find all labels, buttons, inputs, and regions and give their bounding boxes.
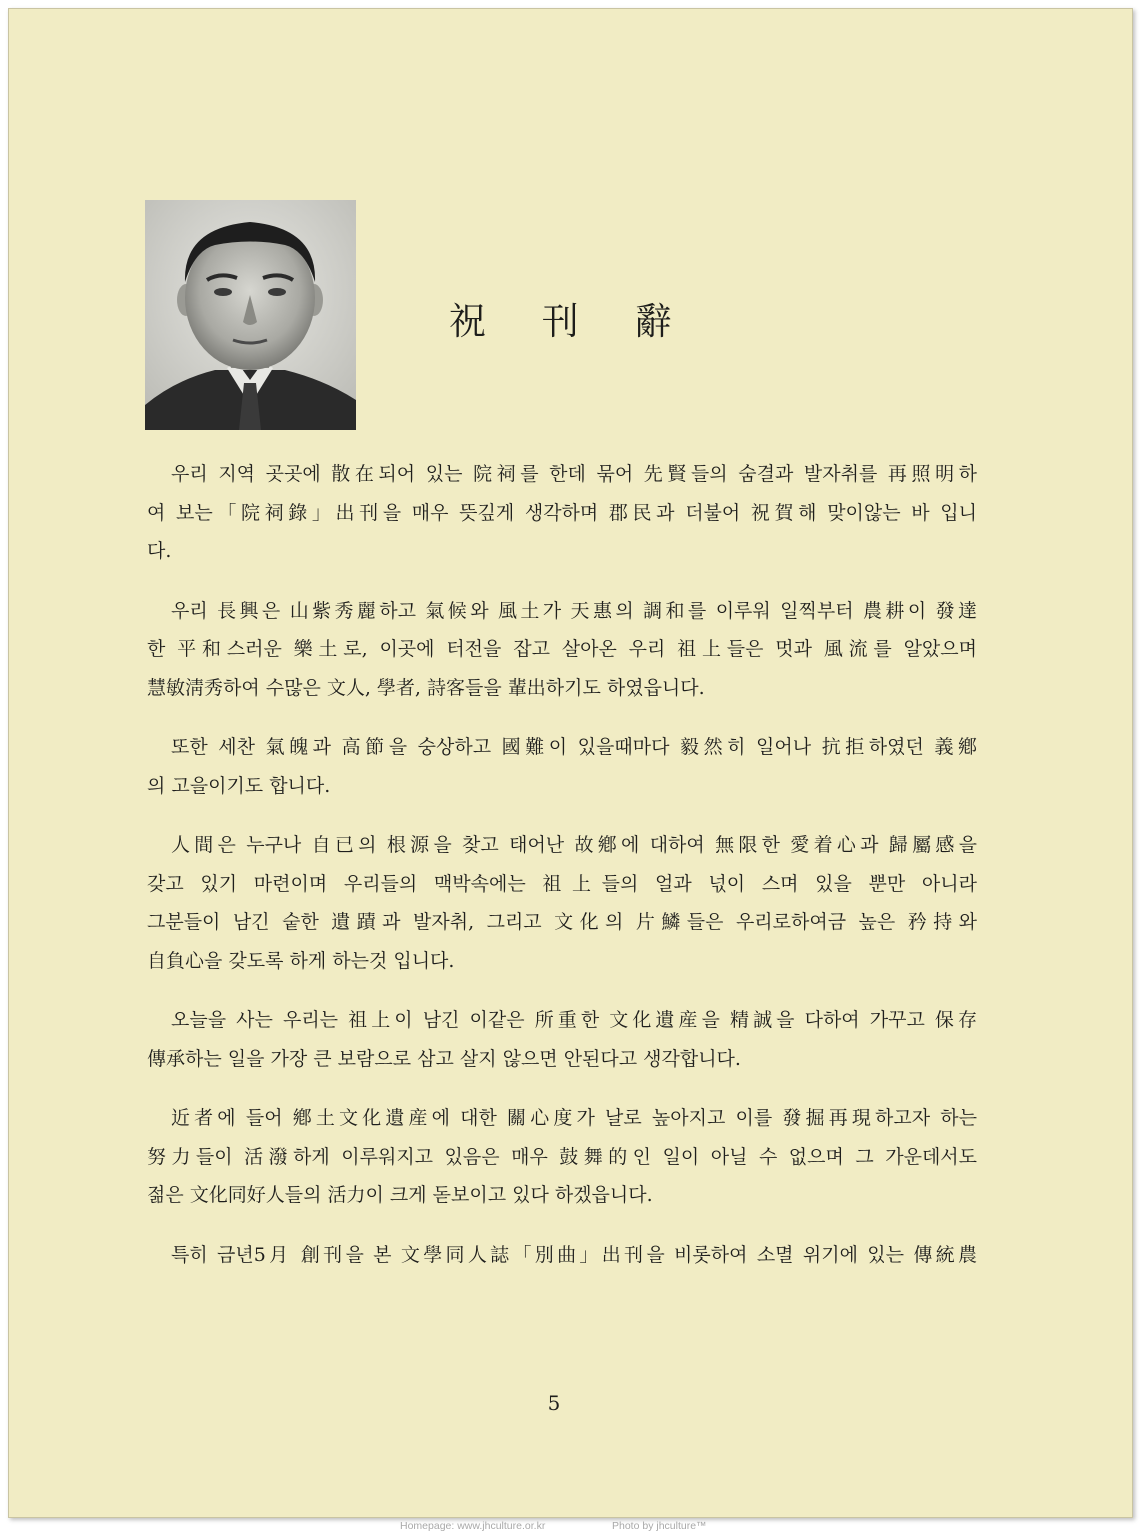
footer: [0, 1520, 1147, 1534]
text-line: 우리 지역 곳곳에 散在되어 있는 院祠를 한데 묶어 先賢들의 숨결과 발자취를 再照明하: [171, 463, 977, 485]
text-line: 한 平和스러운 樂土로, 이곳에 터전을 잡고 살아온 우리 祖上들은 멋과 風流를 알았으며: [147, 638, 977, 660]
text-line: 人間은 누구나 自已의 根源을 찾고 태어난 故鄕에 대하여 無限한 愛着心과 歸屬感을: [171, 834, 977, 856]
paragraph: [147, 826, 977, 980]
text-line: 여 보는「院祠錄」出刊을 매우 뜻깊게 생각하며 郡民과 더불어 祝賀해 맞이않는 바 입니: [147, 501, 977, 524]
text-line: 의 고을이기도 합니다.: [147, 774, 331, 797]
text-line: 傳承하는 일을 가장 큰 보람으로 삼고 살지 않으면 안된다고 생각합니다.: [147, 1047, 741, 1070]
text-line: 自負心을 갖도록 하게 하는것 입니다.: [147, 949, 455, 972]
text-line: 그분들이 남긴 숱한 遺蹟과 발자취, 그리고 文化의 片鱗들은 우리로하여금 높은 矜持와: [147, 911, 977, 933]
paragraph: [147, 1099, 977, 1215]
text-line: 특히 금년5月 創刊을 본 文學同人誌「別曲」出刊을 비롯하여 소멸 위기에 있는 傳統農: [171, 1243, 977, 1266]
page-number: 5: [547, 1391, 561, 1415]
page-title: 祝 刊 辭: [449, 300, 694, 343]
text-line: 우리 長興은 山紫秀麗하고 氣候와 風土가 天惠의 調和를 이루워 일찍부터 農耕이 發達: [171, 599, 977, 622]
text-line: 오늘을 사는 우리는 祖上이 남긴 이같은 所重한 文化遺産을 精誠을 다하여 가꾸고 保存: [171, 1009, 977, 1031]
text-line: 갖고 있기 마련이며 우리들의 맥박속에는 祖上들의 얼과 넋이 스며 있을 뿐만 아니라: [147, 872, 977, 895]
text-line: 近者에 들어 鄕土文化遺産에 대한 關心度가 날로 높아지고 이를 發掘再現하고자 하는: [171, 1107, 977, 1129]
paragraph: [147, 592, 977, 708]
body-text: [147, 455, 977, 1274]
text-line: 다.: [147, 540, 172, 562]
text-line: 젊은 文化同好人들의 活力이 크게 돋보이고 있다 하겠읍니다.: [147, 1184, 653, 1206]
photo-credit: Photo by jhculture™: [612, 1520, 707, 1532]
paragraph: [147, 728, 977, 805]
portrait-photo: [145, 200, 356, 430]
paragraph: [147, 1236, 977, 1275]
text-line: 慧敏淸秀하여 수많은 文人, 學者, 詩客들을 輩出하기도 하였읍니다.: [147, 676, 705, 699]
homepage-credit: Homepage: www.jhculture.or.kr: [400, 1520, 546, 1532]
paragraph: [147, 455, 977, 571]
paragraph: [147, 1001, 977, 1078]
text-line: 또한 세찬 氣魄과 高節을 숭상하고 國難이 있을때마다 毅然히 일어나 抗拒하였던 義鄕: [171, 736, 977, 758]
portrait-image: [145, 200, 356, 430]
text-line: 努力들이 活潑하게 이루워지고 있음은 매우 鼓舞的인 일이 아닐 수 없으며 그 가운데서도: [147, 1145, 977, 1168]
scanned-page: [8, 8, 1133, 1518]
